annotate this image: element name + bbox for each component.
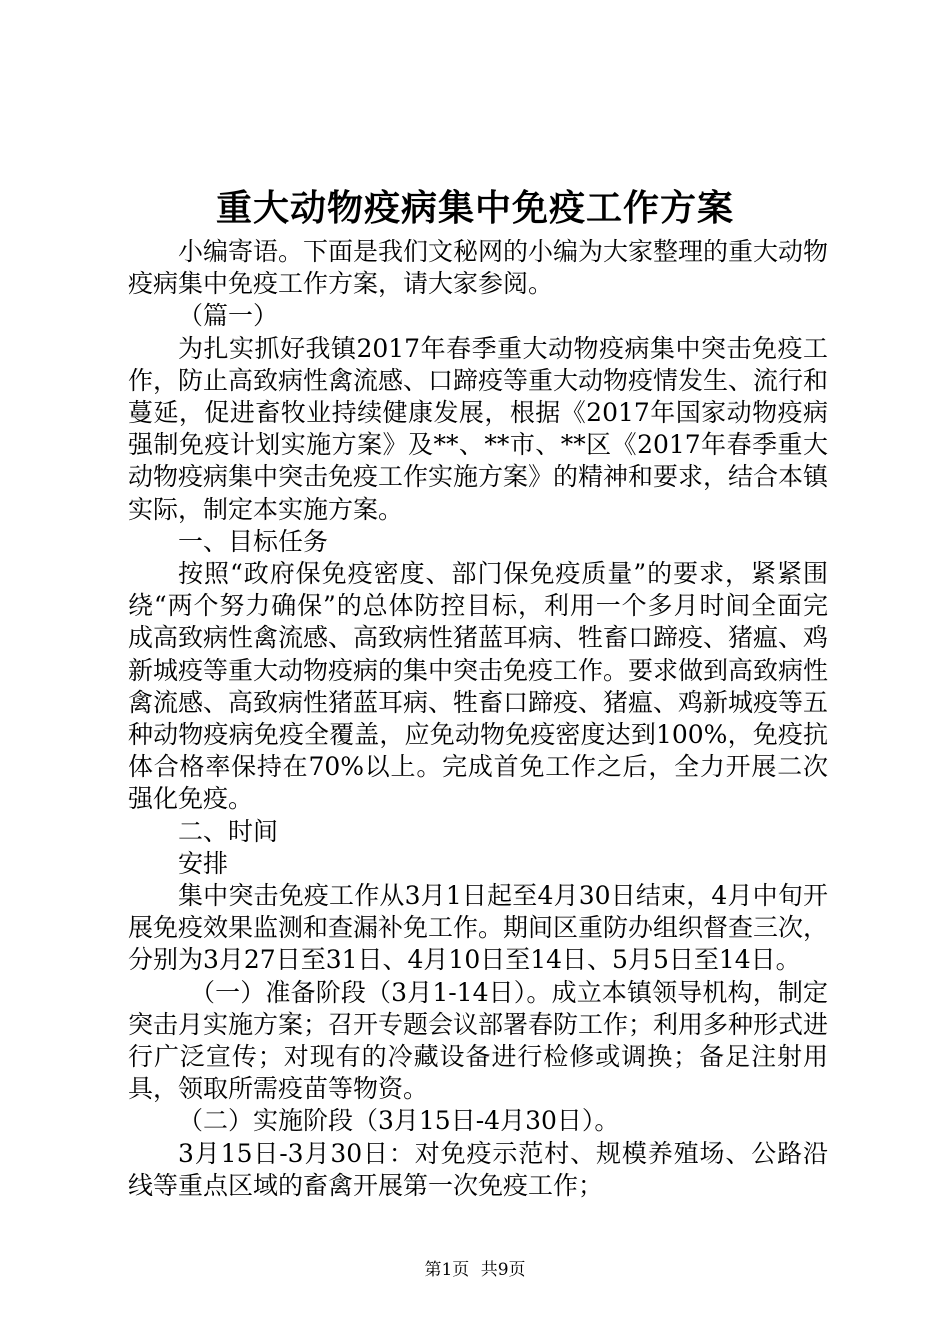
document-body <box>128 236 828 1202</box>
goals-paragraph: 按照“政府保免疫密度、部门保免疫质量”的要求，紧紧围绕“两个努力确保”的总体防控目标，利用一个多月时间全面完成高致病性禽流感、高致病性猪蓝耳病、牲畜口蹄疫、猪瘟、鸡新城疫等重大动物疫病的集中突击免疫工作。要求做到高致病性禽流感、高致病性猪蓝耳病、牲畜口蹄疫、猪瘟、鸡新城疫等五种动物疫病免疫全覆盖，应免动物免疫密度达到100%，免疫抗体合格率保持在70%以上。完成首免工作之后，全力开展二次强化免疫。 <box>128 559 829 814</box>
page-number: 第1页 <box>424 1260 470 1280</box>
schedule-paragraph: 集中突击免疫工作从3月1日起至4月30日结束，4月中旬开展免疫效果监测和查漏补免工作。期间区重防办组织督查三次，分别为3月27日至31日、4月10日至14日、5月5日至14日。 <box>128 881 829 975</box>
document-title: 重大动物疫病集中免疫工作方案 <box>215 187 734 229</box>
section-label-part-one: （篇一） <box>178 301 279 331</box>
heading-time: 二、时间 <box>178 816 279 846</box>
heading-arrangement: 安排 <box>178 848 229 878</box>
purpose-paragraph: 为扎实抓好我镇2017年春季重大动物疫病集中突击免疫工作，防止高致病性禽流感、口蹄疫等重大动物疫情发生、流行和蔓延，促进畜牧业持续健康发展，根据《2017年国家动物疫病强制免疫计划实施方案》及**、**市、**区《2017年春季重大动物疫病集中突击免疫工作实施方案》的精神和要求，结合本镇实际，制定本实施方案。 <box>128 333 829 524</box>
intro-paragraph: 小编寄语。下面是我们文秘网的小编为大家整理的重大动物疫病集中免疫工作方案，请大家参阅。 <box>128 237 829 299</box>
page-total: 共9页 <box>480 1260 526 1280</box>
heading-goals: 一、目标任务 <box>178 526 329 556</box>
preparation-stage-paragraph: （一）准备阶段（3月1-14日）。成立本镇领导机构，制定突击月实施方案；召开专题会议部署春防工作；利用多种形式进行广泛宣传；对现有的冷藏设备进行检修或调换；备足注射用具，领取所需疫苗等物资。 <box>128 977 829 1104</box>
first-immunization-paragraph: 3月15日-3月30日：对免疫示范村、规模养殖场、公路沿线等重点区域的畜禽开展第一次免疫工作； <box>128 1138 828 1200</box>
page-footer <box>0 1258 950 1282</box>
implementation-stage-heading: （二）实施阶段（3月15日-4月30日）。 <box>178 1106 620 1136</box>
